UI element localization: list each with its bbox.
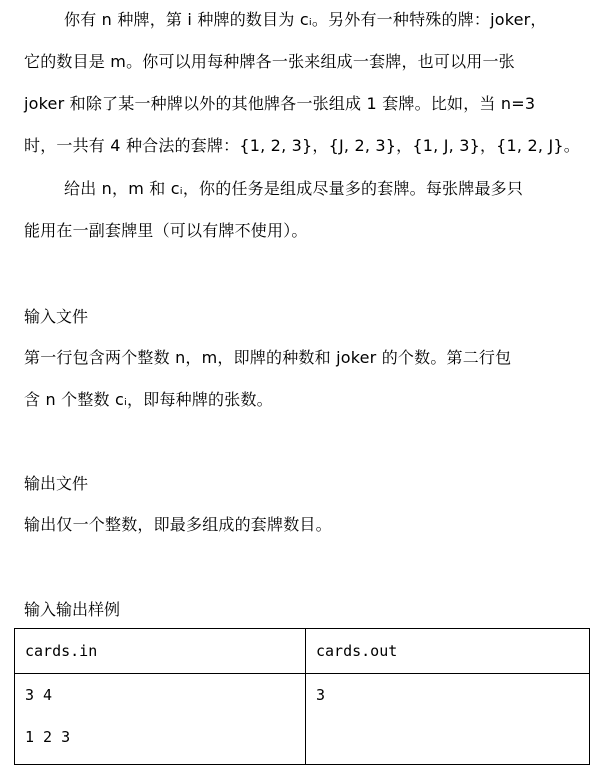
input-desc-line-2: 含 n 个整数 cᵢ，即每种牌的张数。 <box>24 390 273 409</box>
sample-input-cell <box>15 674 306 765</box>
output-desc-line: 输出仅一个整数，即最多组成的套牌数目。 <box>24 515 332 534</box>
sample-output-line-1: 3 <box>316 686 326 704</box>
sample-output-filename: cards.out <box>306 629 590 674</box>
intro-line-2: 它的数目是 m。你可以用每种牌各一张来组成一套牌，也可以用一张 <box>24 52 515 71</box>
sample-data-row <box>15 674 590 765</box>
intro-line-1: 你有 n 种牌，第 i 种牌的数目为 cᵢ。另外有一种特殊的牌：joker， <box>64 10 547 29</box>
input-section-title: 输入文件 <box>24 307 89 326</box>
intro-line-4: 时，一共有 4 种合法的套牌：{1, 2, 3}，{J, 2, 3}，{1, J, 3}，{1, 2, J}。 <box>24 136 580 155</box>
sample-input-filename: cards.in <box>15 629 306 674</box>
task-line-1: 给出 n，m 和 cᵢ，你的任务是组成尽量多的套牌。每张牌最多只 <box>64 179 524 198</box>
intro-line-3: joker 和除了某一种牌以外的其他牌各一张组成 1 套牌。比如，当 n=3 <box>24 94 536 113</box>
task-line-2: 能用在一副套牌里（可以有牌不使用）。 <box>24 221 308 240</box>
sample-output-cell <box>306 674 590 765</box>
sample-header-row <box>15 629 590 674</box>
output-section-title: 输出文件 <box>24 474 89 493</box>
sample-section-title: 输入输出样例 <box>24 600 121 619</box>
sample-input-line-1: 3 4 <box>25 686 53 704</box>
input-desc-line-1: 第一行包含两个整数 n，m，即牌的种数和 joker 的个数。第二行包 <box>24 348 512 367</box>
sample-io-table <box>14 628 590 765</box>
sample-input-line-2: 1 2 3 <box>25 728 71 746</box>
